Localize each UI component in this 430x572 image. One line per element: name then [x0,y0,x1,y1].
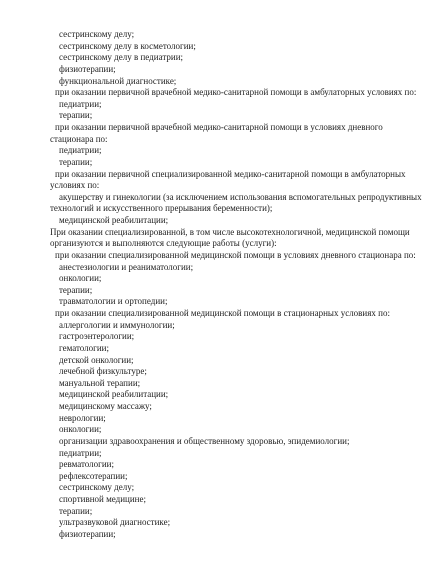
text-line: ультразвуковой диагностике; [59,517,171,528]
text-line: организации здравоохранения и общественному здоровью, эпидемиологии; [59,435,350,446]
text-line: детской онкологии; [59,354,134,365]
text-line: при оказании первичной врачебной медико-санитарной помощи в амбулаторных условиях по: [55,87,417,98]
text-line: медицинской реабилитации; [59,389,169,400]
text-line: неврологии; [59,412,106,423]
text-line: технологий и искусственного прерывания беременности); [50,203,273,214]
text-line: при оказании первичной врачебной медико-санитарной помощи в условиях дневного [55,122,383,132]
text-line: физиотерапии; [59,528,116,539]
text-line: физиотерапии; [59,63,116,74]
text-line: травматологии и ортопедии; [59,296,168,307]
text-line: сестринскому делу; [59,482,135,493]
text-line: ревматологии; [59,459,114,470]
text-line: аллергологии и иммунологии; [59,319,175,330]
text-line: организуются и выполняются следующие работы (услуги): [50,238,277,249]
text-line: мануальной терапии; [59,377,141,388]
text-line: стационара по: [50,133,108,144]
text-line: сестринскому делу в косметологии; [59,40,196,51]
text-line: рефлексотерапии; [59,470,128,481]
text-line: при оказании специализированной медицинской помощи в стационарных условиях по: [55,308,390,318]
text-line: сестринскому делу в педиатрии; [59,52,184,63]
text-line: при оказании специализированной медицинской помощи в условиях дневного стационара по: [55,249,416,260]
text-line: анестезиологии и реаниматологии; [59,261,194,272]
text-line: акушерству и гинекологии (за исключением использования вспомогательных репродуктивных [59,191,422,202]
text-line: медицинской реабилитации; [59,215,169,225]
text-line: спортивной медицине; [59,494,146,504]
text-line: терапии; [59,284,93,295]
text-line: терапии; [59,110,93,121]
text-line: сестринскому делу; [59,29,135,39]
text-line: терапии; [59,156,93,167]
text-line: При оказании специализированной, в том числе высокотехнологичной, медицинской помощи [50,226,410,237]
text-line: лечебной физкультуре; [59,366,147,377]
text-line: функциональной диагностике; [59,75,177,86]
text-line: педиатрии; [59,145,102,156]
text-line: педиатрии; [59,98,102,109]
text-line: гастроэнтерологии; [59,331,135,342]
document-body [0,29,430,541]
text-line: онкологии; [59,273,102,284]
text-line: педиатрии; [59,447,102,458]
text-line: условиях по: [50,180,100,191]
text-line: онкологии; [59,424,102,435]
text-line: гематологии; [59,342,109,353]
text-line: терапии; [59,505,93,516]
text-line: медицинскому массажу; [59,401,152,411]
text-line: при оказании первичной специализированной медико-санитарной помощи в амбулаторных [55,168,406,179]
